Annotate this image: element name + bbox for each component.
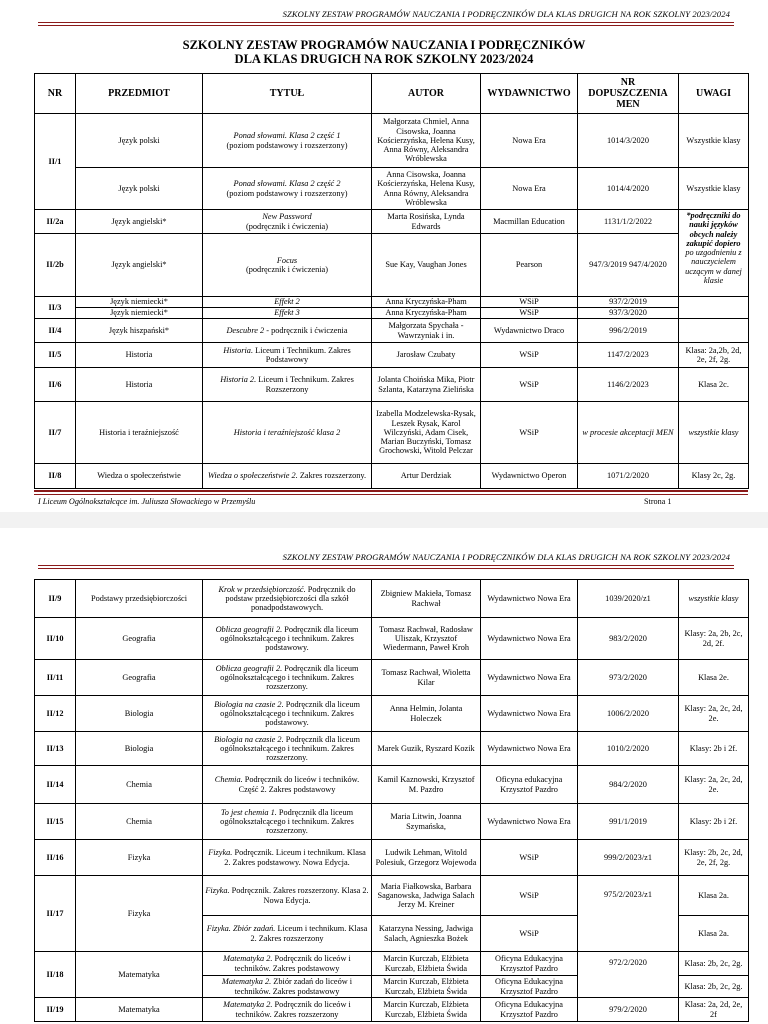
row-number: II/17 (35, 876, 76, 952)
publisher-cell: Oficyna Edukacyjna Krzysztof Pazdro (481, 952, 578, 976)
col-header-author: AUTOR (372, 74, 481, 114)
publisher-cell: WSiP (481, 840, 578, 876)
subject-cell: Wiedza o społeczeństwie (76, 464, 203, 489)
title-cell: Historia i teraźniejszość klasa 2 (203, 402, 372, 464)
notes-cell: *podręczniki do nauki języków obcych należy zakupić dopiero po uzgodnieniu z nauczycielem uczącym w danej klasie (679, 210, 749, 297)
publisher-cell: Wydawnictwo Nowa Era (481, 732, 578, 766)
table-row (35, 464, 749, 489)
author-cell: Zbigniew Makieła, Tomasz Rachwał (372, 580, 481, 618)
row-number: II/18 (35, 952, 76, 998)
subject-cell: Chemia (76, 804, 203, 840)
publisher-cell: Nowa Era (481, 168, 578, 210)
textbook-table-page-1 (34, 73, 749, 489)
author-cell: Artur Derdziak (372, 464, 481, 489)
publisher-cell: Wydawnictwo Draco (481, 319, 578, 343)
author-cell: Tomasz Rachwał, Wioletta Kilar (372, 660, 481, 696)
table-row (35, 660, 749, 696)
row-number: II/16 (35, 840, 76, 876)
table-row (35, 580, 749, 618)
table-row (35, 368, 749, 402)
author-cell: Maria Litwin, Joanna Szymańska, (372, 804, 481, 840)
title-cell: Ponad słowami. Klasa 2 część 1 (poziom podstawowy i rozszerzony) (203, 114, 372, 168)
title-cell: Matematyka 2. Zbiór zadań do liceów i techników. Zakres podstawowy (203, 976, 372, 998)
title-cell: Oblicza geografii 2. Podręcznik dla liceum ogólnokształcącego i technikum. Zakres podstawowy. (203, 618, 372, 660)
notes-cell: Klasa: 2b, 2c, 2g. (679, 952, 749, 976)
notes-cell (679, 319, 749, 343)
table-row (35, 876, 749, 916)
approval-number-cell: 983/2/2020 (578, 618, 679, 660)
author-cell: Małgorzata Spychała - Wawrzyniak i in. (372, 319, 481, 343)
approval-number-cell: 1006/2/2020 (578, 696, 679, 732)
notes-cell: Klasy: 2a, 2c, 2d, 2e. (679, 766, 749, 804)
notes-cell: Klasy: 2a, 2b, 2c, 2d, 2f. (679, 618, 749, 660)
notes-cell (679, 297, 749, 319)
table-row (35, 766, 749, 804)
header-rule (38, 25, 734, 26)
subject-cell: Fizyka (76, 840, 203, 876)
subject-cell: Biologia (76, 696, 203, 732)
notes-cell: Wszystkie klasy (679, 114, 749, 168)
notes-cell: Klasa: 2b, 2c, 2g. (679, 976, 749, 998)
notes-cell: wszystkie klasy (679, 402, 749, 464)
running-header: SZKOLNY ZESTAW PROGRAMÓW NAUCZANIA I PODRĘCZNIKÓW DLA KLAS DRUGICH NA ROK SZKOLNY 2023/2024 (282, 9, 730, 19)
notes-cell: Klasa 2c. (679, 368, 749, 402)
table-row (35, 319, 749, 343)
row-number: II/5 (35, 343, 76, 368)
approval-number-cell: 1014/4/2020 (578, 168, 679, 210)
publisher-cell: Wydawnictwo Nowa Era (481, 696, 578, 732)
publisher-cell: Wydawnictwo Nowa Era (481, 618, 578, 660)
approval-number-cell: 1146/2/2023 (578, 368, 679, 402)
publisher-cell: WSiP (481, 876, 578, 916)
title-line-1: SZKOLNY ZESTAW PROGRAMÓW NAUCZANIA I PODRĘCZNIKÓW (182, 38, 586, 52)
row-number: II/11 (35, 660, 76, 696)
running-header: SZKOLNY ZESTAW PROGRAMÓW NAUCZANIA I PODRĘCZNIKÓW DLA KLAS DRUGICH NA ROK SZKOLNY 2023/2024 (282, 552, 730, 562)
table-row (35, 168, 749, 210)
footer-school-name: I Liceum Ogólnokształcące im. Juliusza Słowackiego w Przemyślu (38, 497, 256, 506)
notes-cell: Klasy: 2b, 2c, 2d, 2e, 2f, 2g. (679, 840, 749, 876)
title-cell: Ponad słowami. Klasa 2 część 2 (poziom podstawowy i rozszerzony) (203, 168, 372, 210)
subject-cell: Matematyka (76, 952, 203, 998)
approval-number-cell: 937/3/2020 (578, 308, 679, 319)
author-cell: Marek Guzik, Ryszard Kozik (372, 732, 481, 766)
col-header-title: TYTUŁ (203, 74, 372, 114)
approval-number-cell: 999/2/2023/z1 (578, 840, 679, 876)
title-cell: Historia 2. Liceum i Technikum. Zakres Rozszerzony (203, 368, 372, 402)
row-number: II/14 (35, 766, 76, 804)
page-separator (0, 512, 768, 528)
publisher-cell: Oficyna edukacyjna Krzysztof Pazdro (481, 766, 578, 804)
notes-cell: Klasy: 2a, 2c, 2d, 2e. (679, 696, 749, 732)
header-rule (38, 22, 734, 23)
row-number: II/8 (35, 464, 76, 489)
table-row (35, 234, 749, 297)
subject-cell: Język niemiecki* (76, 308, 203, 319)
notes-cell: Klasa 2a. (679, 916, 749, 952)
publisher-cell: WSiP (481, 297, 578, 308)
approval-number-cell: 1147/2/2023 (578, 343, 679, 368)
publisher-cell: Oficyna Edukacyjna Krzysztof Pazdro (481, 998, 578, 1022)
subject-cell: Chemia (76, 766, 203, 804)
table-row (35, 210, 749, 234)
row-number: II/3 (35, 297, 76, 319)
title-cell: Fizyka. Zbiór zadań. Liceum i technikum. Klasa 2. Zakres rozszerzony (203, 916, 372, 952)
approval-number-cell: 1014/3/2020 (578, 114, 679, 168)
approval-number-cell: 991/1/2019 (578, 804, 679, 840)
author-cell: Sue Kay, Vaughan Jones (372, 234, 481, 297)
subject-cell: Język angielski* (76, 210, 203, 234)
approval-number-cell: 1071/2/2020 (578, 464, 679, 489)
author-cell: Marcin Kurczab, Elżbieta Kurczab, Elżbieta Świda (372, 952, 481, 976)
approval-number-cell: 947/3/2019 947/4/2020 (578, 234, 679, 297)
publisher-cell: WSiP (481, 402, 578, 464)
col-header-approval-number: NR DOPUSZCZENIA MEN (578, 74, 679, 114)
table-row (35, 998, 749, 1022)
author-cell: Izabella Modzelewska-Rysak, Leszek Rysak, Karol Wilczyński, Adam Cisek, Marian Buczyński, Tomasz Grochowski, Witold Pelczar (372, 402, 481, 464)
subject-cell: Matematyka (76, 998, 203, 1022)
author-cell: Maria Fiałkowska, Barbara Saganowska, Jadwiga Salach Jerzy M. Kreiner (372, 876, 481, 916)
publisher-cell: Macmillan Education (481, 210, 578, 234)
approval-number-cell: 984/2/2020 (578, 766, 679, 804)
publisher-cell: WSiP (481, 343, 578, 368)
subject-cell: Język hiszpański* (76, 319, 203, 343)
table-row (35, 804, 749, 840)
footer-rule (34, 490, 748, 492)
title-cell: Effekt 3 (203, 308, 372, 319)
publisher-cell: Wydawnictwo Nowa Era (481, 580, 578, 618)
subject-cell: Podstawy przedsiębiorczości (76, 580, 203, 618)
subject-cell: Język niemiecki* (76, 297, 203, 308)
title-cell: Matematyka 2. Podręcznik do liceów i techników. Zakres rozszerzony (203, 998, 372, 1022)
title-cell: Chemia. Podręcznik do liceów i techników. Część 2. Zakres podstawowy (203, 766, 372, 804)
title-cell: Descubre 2 - podręcznik i ćwiczenia (203, 319, 372, 343)
notes-cell: Klasa: 2a,2b, 2d, 2e, 2f, 2g. (679, 343, 749, 368)
row-number: II/13 (35, 732, 76, 766)
approval-number-cell: 996/2/2019 (578, 319, 679, 343)
row-number: II/7 (35, 402, 76, 464)
approval-number-cell: 1010/2/2020 (578, 732, 679, 766)
publisher-cell: Wydawnictwo Nowa Era (481, 804, 578, 840)
author-cell: Marcin Kurczab, Elżbieta Kurczab, Elżbieta Świda (372, 998, 481, 1022)
row-number: II/15 (35, 804, 76, 840)
subject-cell: Biologia (76, 732, 203, 766)
author-cell: Tomasz Rachwał, Radosław Uliszak, Krzysztof Wiedermann, Paweł Kroh (372, 618, 481, 660)
approval-number-cell: 1039/2020/z1 (578, 580, 679, 618)
publisher-cell: WSiP (481, 368, 578, 402)
table-row (35, 297, 749, 308)
subject-cell: Język angielski* (76, 234, 203, 297)
title-cell: New Password (podręcznik i ćwiczenia) (203, 210, 372, 234)
col-header-notes: UWAGI (679, 74, 749, 114)
table-row (35, 840, 749, 876)
title-line-2: DLA KLAS DRUGICH NA ROK SZKOLNY 2023/2024 (234, 52, 534, 66)
header-rule (38, 568, 734, 569)
author-cell: Jolanta Choińska Mika, Piotr Szlanta, Katarzyna Zielińska (372, 368, 481, 402)
approval-number-cell: 975/2/2023/z1 (578, 876, 679, 952)
row-number: II/12 (35, 696, 76, 732)
subject-cell: Historia i teraźniejszość (76, 402, 203, 464)
publisher-cell: Pearson (481, 234, 578, 297)
col-header-subject: PRZEDMIOT (76, 74, 203, 114)
table-header-row (35, 74, 749, 114)
subject-cell: Geografia (76, 618, 203, 660)
table-row (35, 402, 749, 464)
author-cell: Anna Helmin, Jolanta Holeczek (372, 696, 481, 732)
row-number: II/1 (35, 114, 76, 210)
title-cell: To jest chemia 1. Podręcznik dla liceum ogólnokształcącego i technikum. Zakres rozszerzony. (203, 804, 372, 840)
publisher-cell: Nowa Era (481, 114, 578, 168)
subject-cell: Historia (76, 343, 203, 368)
author-cell: Marta Rosińska, Lynda Edwards (372, 210, 481, 234)
document-title (0, 38, 768, 66)
header-rule (38, 565, 734, 566)
row-number: II/6 (35, 368, 76, 402)
approval-number-cell: 972/2/2020 (578, 952, 679, 998)
notes-cell: wszystkie klasy (679, 580, 749, 618)
subject-cell: Fizyka (76, 876, 203, 952)
row-number: II/9 (35, 580, 76, 618)
title-cell: Historia. Liceum i Technikum. Zakres Podstawowy (203, 343, 372, 368)
author-cell: Ludwik Lehman, Witold Polesiuk, Grzegorz Wojewoda (372, 840, 481, 876)
row-number: II/2b (35, 234, 76, 297)
approval-number-cell: 937/2/2019 (578, 297, 679, 308)
notes-cell: Klasy: 2b i 2f. (679, 732, 749, 766)
title-cell: Oblicza geografii 2. Podręcznik dla liceum ogólnokształcącego i technikum. Zakres rozszerzony. (203, 660, 372, 696)
author-cell: Marcin Kurczab, Elżbieta Kurczab, Elżbieta Świda (372, 976, 481, 998)
notes-cell: Klasa 2a. (679, 876, 749, 916)
notes-cell: Klasa 2e. (679, 660, 749, 696)
title-cell: Matematyka 2. Podręcznik do liceów i techników. Zakres podstawowy (203, 952, 372, 976)
author-cell: Anna Kryczyńska-Pham (372, 297, 481, 308)
subject-cell: Historia (76, 368, 203, 402)
approval-number-cell: 1131/1/2/2022 (578, 210, 679, 234)
publisher-cell: Wydawnictwo Nowa Era (481, 660, 578, 696)
approval-number-cell: 979/2/2020 (578, 998, 679, 1022)
subject-cell: Język polski (76, 114, 203, 168)
publisher-cell: WSiP (481, 308, 578, 319)
col-header-nr: NR (35, 74, 76, 114)
table-row (35, 732, 749, 766)
table-row (35, 618, 749, 660)
publisher-cell: Oficyna Edukacyjna Krzysztof Pazdro (481, 976, 578, 998)
publisher-cell: Wydawnictwo Operon (481, 464, 578, 489)
row-number: II/10 (35, 618, 76, 660)
approval-number-cell: 973/2/2020 (578, 660, 679, 696)
author-cell: Anna Cisowska, Joanna Kościerzyńska, Helena Kusy, Anna Równy, Aleksandra Wróblewska (372, 168, 481, 210)
title-cell: Biologia na czasie 2. Podręcznik dla liceum ogólnokształcącego i technikum. Zakres rozszerzony. (203, 732, 372, 766)
table-row (35, 114, 749, 168)
publisher-cell: WSiP (481, 916, 578, 952)
notes-cell: Wszystkie klasy (679, 168, 749, 210)
notes-cell: Klasy 2c, 2g. (679, 464, 749, 489)
title-cell: Krok w przedsiębiorczość. Podręcznik do podstaw przedsiębiorczości dla szkół ponadpodstawowych. (203, 580, 372, 618)
title-cell: Wiedza o społeczeństwie 2. Zakres rozszerzony. (203, 464, 372, 489)
row-number: II/2a (35, 210, 76, 234)
textbook-table-page-2 (34, 579, 749, 1022)
notes-cell: Klasy: 2b i 2f. (679, 804, 749, 840)
author-cell: Kamil Kaznowski, Krzysztof M. Pazdro (372, 766, 481, 804)
table-row (35, 343, 749, 368)
row-number: II/19 (35, 998, 76, 1022)
subject-cell: Język polski (76, 168, 203, 210)
author-cell: Katarzyna Nessing, Jadwiga Salach, Agnieszka Bożek (372, 916, 481, 952)
footer-rule (34, 494, 748, 495)
author-cell: Małgorzata Chmiel, Anna Cisowska, Joanna Kościerzyńska, Helena Kusy, Anna Równy, Aleksandra Wróblewska (372, 114, 481, 168)
footer-page-number: Strona 1 (644, 497, 672, 506)
title-cell: Fizyka. Podręcznik. Liceum i technikum. Klasa 2. Zakres podstawowy. Nowa Edycja. (203, 840, 372, 876)
table-row (35, 696, 749, 732)
table-row (35, 952, 749, 976)
title-cell: Fizyka. Podręcznik. Zakres rozszerzony. Klasa 2. Nowa Edycja. (203, 876, 372, 916)
subject-cell: Geografia (76, 660, 203, 696)
author-cell: Jarosław Czubaty (372, 343, 481, 368)
notes-cell: Klasa: 2a, 2d, 2e, 2f (679, 998, 749, 1022)
row-number: II/4 (35, 319, 76, 343)
title-cell: Biologia na czasie 2. Podręcznik dla liceum ogólnokształcącego i technikum. Zakres podstawowy. (203, 696, 372, 732)
title-cell: Focus (podręcznik i ćwiczenia) (203, 234, 372, 297)
title-cell: Effekt 2 (203, 297, 372, 308)
table-row (35, 308, 749, 319)
approval-number-cell: w procesie akceptacji MEN (578, 402, 679, 464)
author-cell: Anna Kryczyńska-Pham (372, 308, 481, 319)
col-header-publisher: WYDAWNICTWO (481, 74, 578, 114)
